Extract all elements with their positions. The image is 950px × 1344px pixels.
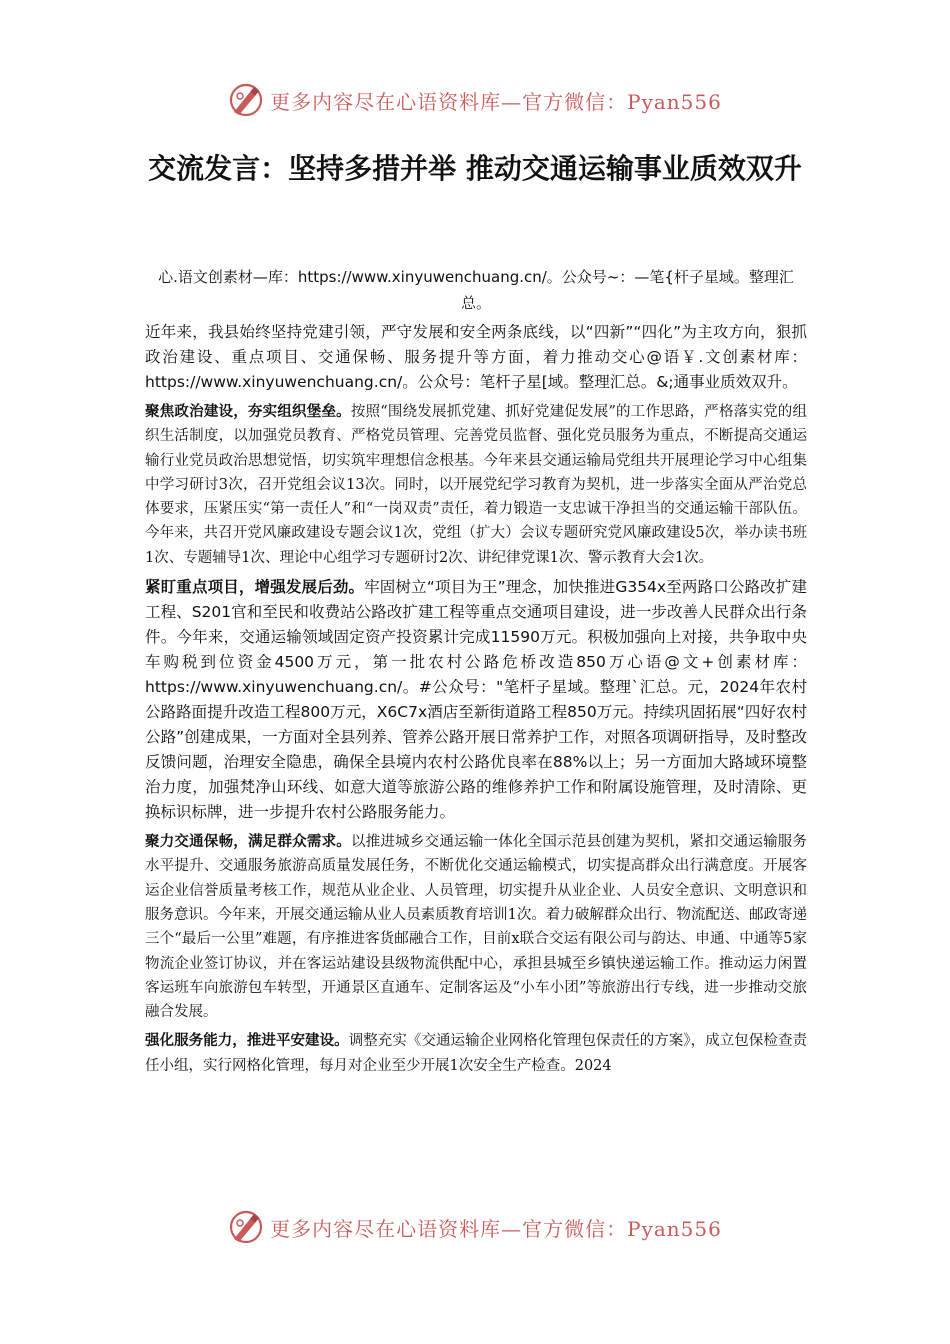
document-body	[145, 264, 807, 1083]
pen-logo-icon	[228, 1209, 264, 1245]
section-political-building	[145, 400, 807, 570]
page-title: 交流发言：坚持多措并举 推动交通运输事业质效双升	[148, 152, 802, 185]
section-lead: 聚焦政治建设，夯实组织堡垒。	[145, 404, 351, 420]
watermark-text: 更多内容尽在心语资料库—官方微信：Pyan556	[270, 1216, 722, 1241]
section-traffic-assurance	[145, 830, 807, 1024]
watermark-banner-top	[0, 82, 950, 118]
watermark-banner-bottom	[0, 1209, 950, 1245]
section-lead: 强化服务能力，推进平安建设。	[145, 1033, 349, 1050]
section-body: 调整充实《交通运输企业网格化管理包保责任的方案》，成立包保检查责任小组，实行网格化管理，每月对企业至少开展1次安全生产检查。2024	[145, 1033, 808, 1074]
section-lead: 紧盯重点项目，增强发展后劲。	[145, 578, 365, 597]
section-service-capacity	[145, 1029, 807, 1078]
section-body: 以推进城乡交通运输一体化全国示范县创建为契机，紧扣交通运输服务水平提升、交通服务旅游高质量发展任务，不断优化交通运输模式，切实提高群众出行满意度。开展客运企业信誉质量考核工作，规范从业企业、人员管理，切实提升从业企业、人员安全意识、文明意识和服务意识。今年来，开展交通运输从业人员素质教育培训1次。着力破解群众出行、物流配送、邮政寄递三个“最后一公里”难题，有序推进客货邮融合工作，目前x联合交运有限公司与韵达、申通、中通等5家物流企业签订协议，并在客运站建设县级物流供配中心，承担县城至乡镇快递运输工作。推动运力闲置客运班车向旅游包车转型，开通景区直通车、定制客运及“小车小团”等旅游出行专线，进一步推动交旅融合发展。	[145, 834, 808, 1021]
section-lead: 聚力交通保畅，满足群众需求。	[145, 834, 352, 851]
watermark-text: 更多内容尽在心语资料库—官方微信：Pyan556	[270, 89, 722, 114]
section-body: 按照“围绕发展抓党建、抓好党建促发展”的工作思路，严格落实党的组织生活制度，以加强党员教育、严格党员管理、完善党员监督、强化党员服务为重点，不断提高交通运输行业党员政治思想觉悟，切实筑牢理想信念根基。今年来县交通运输局党组共开展理论学习中心组集中学习研讨3次，召开党组会议13次。同时，以开展党纪学习教育为契机，进一步落实全面从严治党总体要求，压紧压实“第一责任人”和“一岗双责”责任，着力锻造一支忠诚干净担当的交通运输干部队伍。今年来，共召开党风廉政建设专题会议1次，党组（扩大）会议专题研究党风廉政建设5次，举办读书班1次、专题辅导1次、理论中心组学习专题研讨2次、讲纪律党课1次、警示教育大会1次。	[145, 404, 808, 566]
section-key-projects	[145, 575, 807, 825]
intro-paragraph: 近年来，我县始终坚持党建引领，严守发展和安全两条底线，以“四新”“四化”为主攻方向，狠抓政治建设、重点项目、交通保畅、服务提升等方面，着力推动交心@语￥.文创素材库：https://www.xinyuwenchuang.cn/。公众号：笔杆子星[域。整理汇总。&;通事业质效双升。	[145, 323, 807, 391]
pen-logo-icon	[228, 82, 264, 118]
source-line: 心.语文创素材—库：https://www.xinyuwenchuang.cn/。公众号~：—笔{杆子星域。整理汇总。	[158, 268, 794, 312]
section-body: 牢固树立“项目为王”理念，加快推进G354x至两路口公路改扩建工程、S201官和至民和收费站公路改扩建工程等重点交通项目建设，进一步改善人民群众出行条件。今年来，交通运输领域固定资产投资累计完成11590万元。积极加强向上对接，共争取中央车购税到位资金4500万元，第一批农村公路危桥改造850万心语@文+创素材库：https://www.xinyuwenchuang.cn/。#公众号："笔杆子星域。整理`汇总。元，2024年农村公路路面提升改造工程800万元，X6C7x酒店至新街道路工程850万元。持续巩固拓展“四好农村公路”创建成果，一方面对全县列养、管养公路开展日常养护工作，对照各项调研指导，及时整改反馈问题，治理安全隐患，确保全县境内农村公路优良率在88%以上；另一方面加大路域环境整治力度，加强梵净山环线、如意大道等旅游公路的维修养护工作和附属设施管理，及时清除、更换标识标牌，进一步提升农村公路服务能力。	[145, 578, 807, 822]
